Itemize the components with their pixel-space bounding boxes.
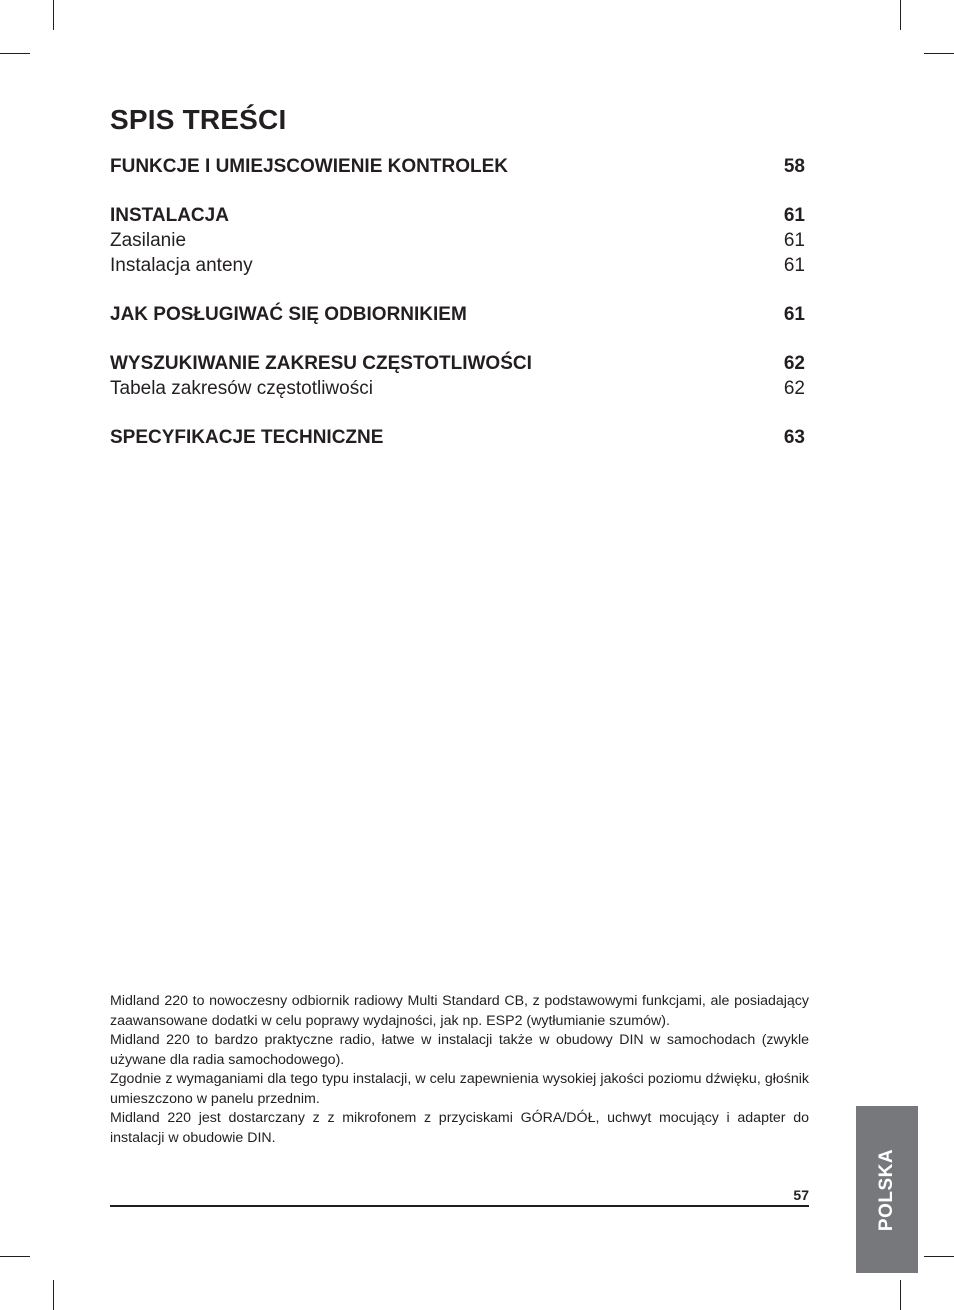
toc-entry [110, 351, 805, 376]
crop-mark [900, 0, 901, 30]
toc-entry-label: FUNKCJE I UMIEJSCOWIENIE KONTROLEK [110, 156, 508, 177]
page-title: SPIS TREŚCI [110, 104, 287, 135]
toc-entry [110, 228, 805, 253]
toc-entry-page: 62 [783, 353, 805, 374]
crop-mark [924, 1256, 954, 1257]
toc-entry-label: Zasilanie [110, 230, 187, 251]
toc-entry [110, 203, 805, 228]
crop-mark [0, 53, 30, 54]
toc-entry [110, 302, 805, 327]
toc-entry [110, 376, 805, 401]
toc-entry-label: JAK POSŁUGIWAĆ SIĘ ODBIORNIKIEM [110, 304, 467, 325]
table-of-contents [110, 154, 805, 450]
toc-entry-page: 61 [783, 255, 805, 276]
crop-mark [53, 0, 54, 30]
intro-paragraph: Zgodnie z wymaganiami dla tego typu instalacji, w celu zapewnienia wysokiej jakości poziomu dźwięku, głośnik umieszczono w panelu przednim. [110, 1071, 809, 1107]
toc-entry-page: 61 [783, 205, 805, 226]
toc-entry-page: 61 [783, 304, 805, 325]
crop-mark [0, 1256, 30, 1257]
intro-text [110, 992, 809, 1148]
toc-entry [110, 425, 805, 450]
page-number: 57 [793, 1187, 809, 1203]
footer-rule [110, 1205, 809, 1207]
toc-entry-page: 63 [783, 427, 805, 448]
crop-mark [53, 1280, 54, 1310]
crop-mark [900, 1280, 901, 1310]
intro-paragraph: Midland 220 to bardzo praktyczne radio, łatwe w instalacji także w obudowy DIN w samochodach (zwykle używane dla radia samochodowego). [110, 1032, 809, 1068]
intro-paragraph: Midland 220 jest dostarczany z z mikrofonem z przyciskami GÓRA/DÓŁ, uchwyt mocujący i adapter do instalacji w obudowie DIN. [110, 1110, 809, 1146]
toc-entry [110, 253, 805, 278]
toc-entry-page: 58 [783, 156, 805, 177]
toc-entry-label: Tabela zakresów częstotliwości [110, 378, 373, 399]
toc-entry-label: INSTALACJA [110, 205, 229, 226]
toc-entry-page: 61 [783, 230, 805, 251]
language-tab [856, 1106, 918, 1273]
toc-entry-label: WYSZUKIWANIE ZAKRESU CZĘSTOTLIWOŚCI [110, 353, 532, 374]
toc-entry-page: 62 [783, 378, 805, 399]
intro-paragraph: Midland 220 to nowoczesny odbiornik radiowy Multi Standard CB, z podstawowymi funkcjami, ale posiadający zaawansowane dodatki w celu poprawy wydajności, jak np. ESP2 (wytłumianie szumów). [110, 993, 809, 1029]
language-tab-label: POLSKA [876, 1148, 897, 1231]
toc-entry [110, 154, 805, 179]
toc-entry-label: SPECYFIKACJE TECHNICZNE [110, 427, 384, 448]
toc-entry-label: Instalacja anteny [110, 255, 253, 276]
crop-mark [924, 53, 954, 54]
